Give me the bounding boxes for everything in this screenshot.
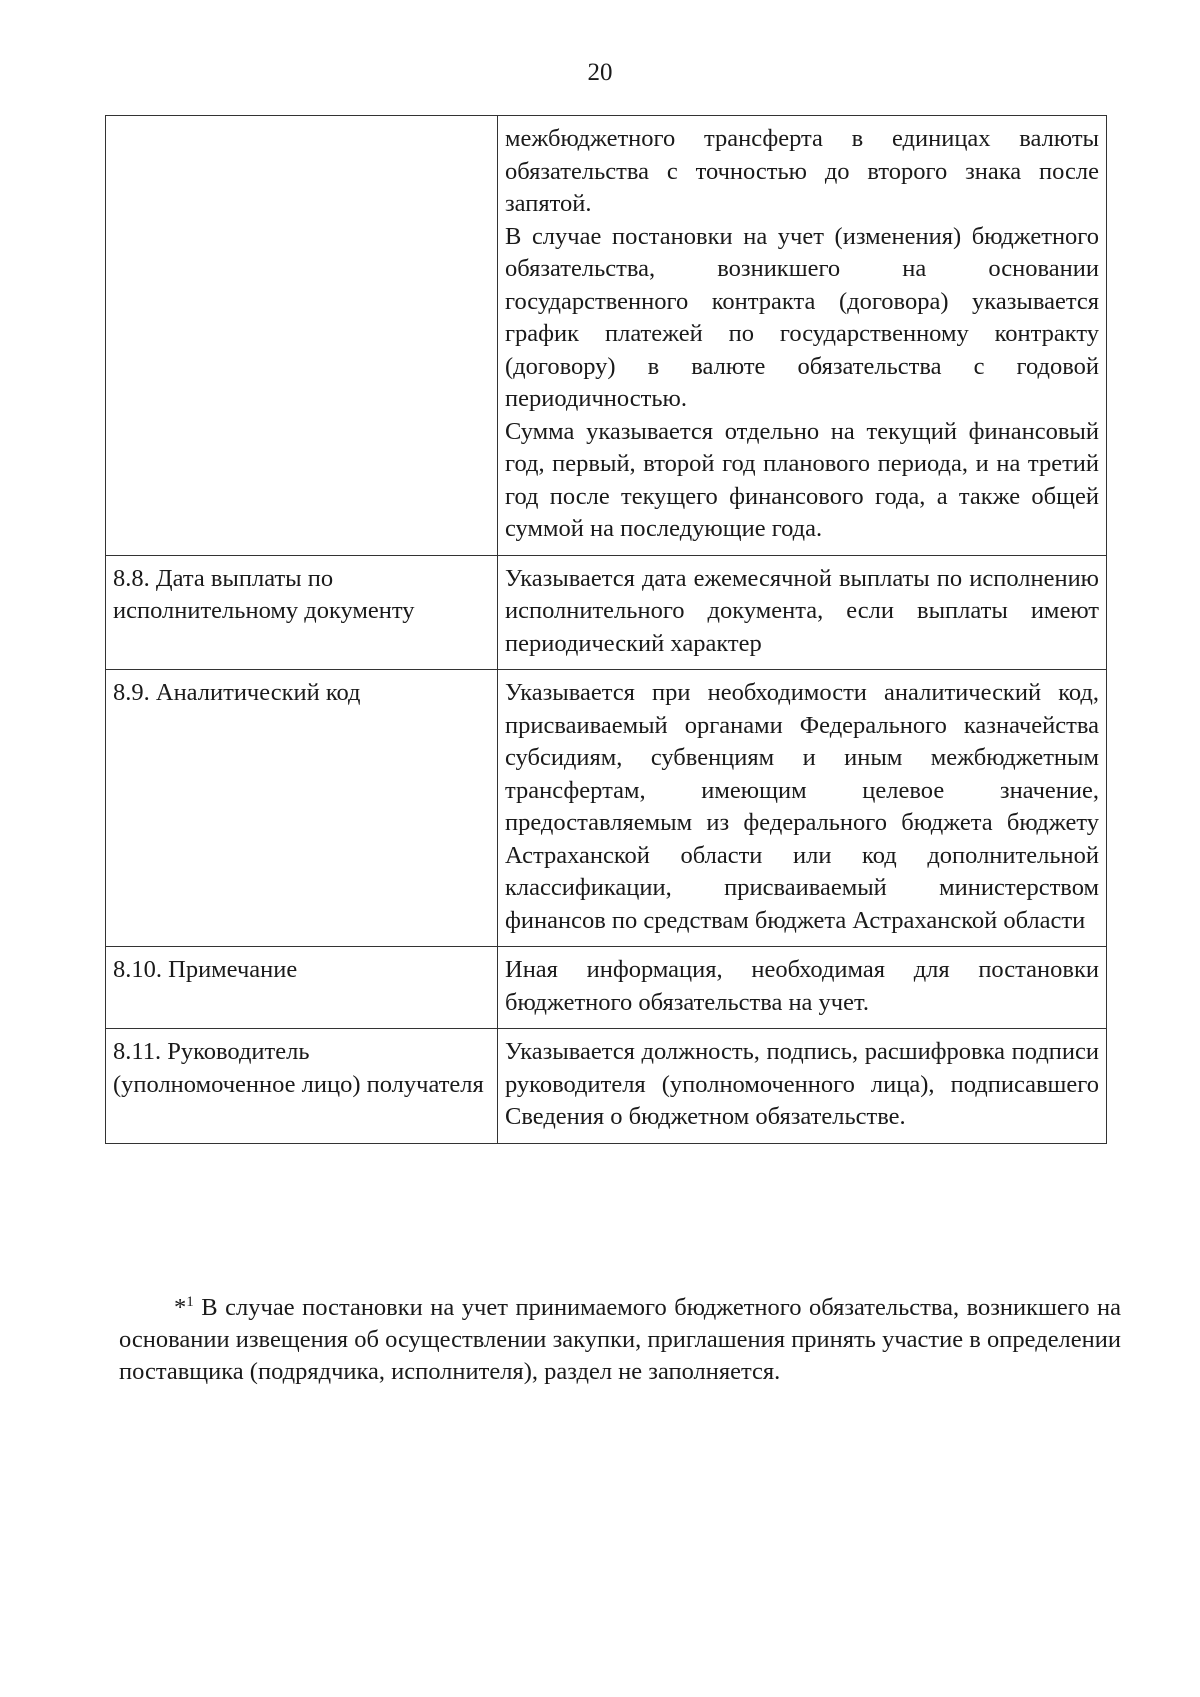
row-name-cell: 8.11. Руководитель (уполномоченное лицо) получателя [106,1029,498,1144]
footnote-marker: * [174,1294,187,1321]
page-number: 20 [587,59,613,86]
row-name-cell: 8.8. Дата выплаты по исполнительному документу [106,555,498,670]
description-paragraph: Указывается дата ежемесячной выплаты по исполнению исполнительного документа, если выплаты имеют периодический характер [505,564,1099,657]
row-description-cell [498,947,1107,1029]
table-row [106,670,1107,947]
requisites-table [105,115,1107,1144]
footnote [119,1292,1121,1388]
row-description-cell [498,116,1107,556]
row-name-cell [106,116,498,556]
table-row [106,116,1107,556]
description-paragraph: Иная информация, необходимая для постановки бюджетного обязательства на учет. [505,956,1099,1016]
row-description-cell [498,1029,1107,1144]
row-description-cell [498,670,1107,947]
description-paragraph: Указывается при необходимости аналитический код, присваиваемый органами Федерального казначейства субсидиям, субвенциям и иным межбюджетным трансфертам, имеющим целевое значение, предоставляемым из федерального бюджета бюджету Астраханской области или код дополнительной классификации, присваиваемый министерством финансов по средствам бюджета Астраханской области [505,679,1099,934]
description-paragraph: межбюджетного трансферта в единицах валюты обязательства с точностью до второго знака после запятой. [505,125,1099,217]
table-row [106,555,1107,670]
description-paragraph: Сумма указывается отдельно на текущий финансовый год, первый, второй год планового периода, и на третий год после текущего финансового года, а также общей суммой на последующие года. [505,417,1099,542]
footnote-superscript: 1 [186,1293,194,1310]
description-paragraph: В случае постановки на учет (изменения) бюджетного обязательства, возникшего на основании государственного контракта (договора) указывается график платежей по государственному контракту (договору) в валюте обязательства с годовой периодичностью. [505,222,1099,412]
row-name-cell: 8.10. Примечание [106,947,498,1029]
row-description-cell [498,555,1107,670]
table-row [106,947,1107,1029]
footnote-text: В случае постановки на учет принимаемого бюджетного обязательства, возникшего на основании извещения об осуществлении закупки, приглашения принять участие в определении поставщика (подрядчика, исполнителя), раздел не заполняется. [119,1294,1121,1385]
description-paragraph: Указывается должность, подпись, расшифровка подписи руководителя (уполномоченного лица), подписавшего Сведения о бюджетном обязательстве. [505,1038,1099,1130]
row-name-cell: 8.9. Аналитический код [106,670,498,947]
table-row [106,1029,1107,1144]
